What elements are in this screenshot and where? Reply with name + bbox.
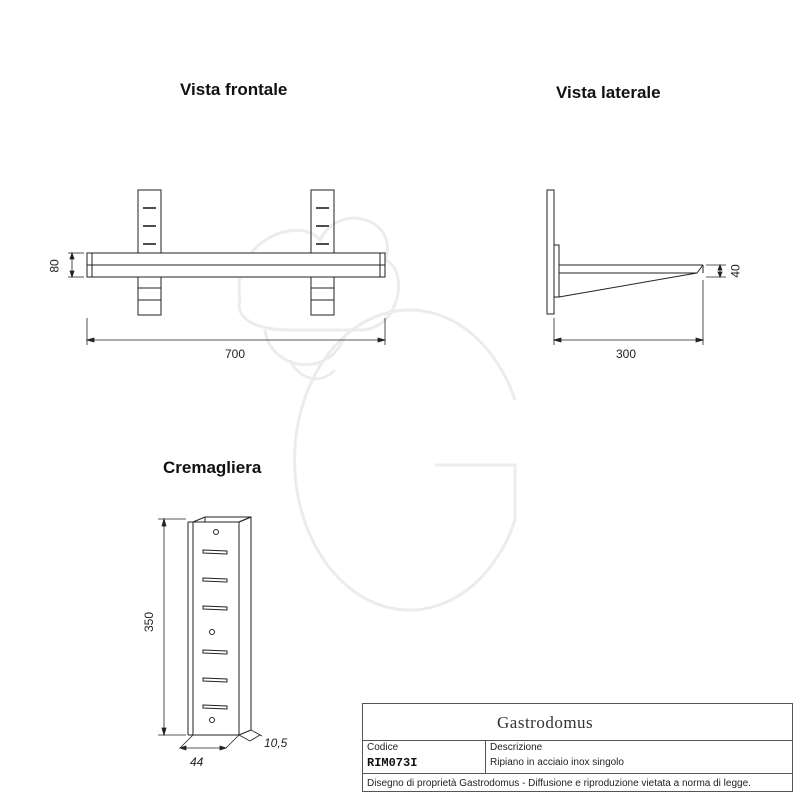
ownership-notice: Disegno di proprietà Gastrodomus - Diffusione e riproduzione vietata a norma di legge. xyxy=(367,778,751,789)
code-label: Codice xyxy=(367,742,399,753)
rack-hole-middle xyxy=(210,630,215,635)
front-upright-slots xyxy=(143,208,329,244)
rack-top-flange xyxy=(193,517,251,522)
rack-view xyxy=(158,517,262,750)
code-cell xyxy=(363,740,486,774)
front-view-title: Vista frontale xyxy=(180,80,288,99)
title-block-logo-row xyxy=(363,704,792,741)
brand-logo: Gastrodomus xyxy=(497,713,594,732)
side-view-title: Vista laterale xyxy=(556,83,661,102)
rack-slots xyxy=(203,550,227,709)
side-upright xyxy=(547,190,554,314)
rack-height-dimension xyxy=(158,519,186,735)
rack-view-title: Cremagliera xyxy=(163,458,262,477)
rack-hole-top xyxy=(214,530,219,535)
rack-side-flange xyxy=(239,517,251,735)
rack-depth-dimension xyxy=(239,730,262,741)
rack-hole-bottom xyxy=(210,718,215,723)
side-depth-dimension xyxy=(554,280,703,345)
front-upright-right-lower xyxy=(311,277,334,315)
rack-height-label: 350 xyxy=(142,611,157,633)
description-value: Ripiano in acciaio inox singolo xyxy=(490,757,624,768)
front-view xyxy=(68,190,385,345)
front-height-dimension xyxy=(68,253,84,277)
description-label: Descrizione xyxy=(490,742,543,753)
side-view xyxy=(547,190,726,345)
rack-depth-label: 10,5 xyxy=(264,736,288,750)
front-width-label: 700 xyxy=(225,347,246,361)
description-cell xyxy=(486,740,792,774)
side-bracket-brace xyxy=(559,273,697,297)
side-depth-label: 300 xyxy=(616,347,637,361)
rack-width-dimension xyxy=(180,735,239,750)
front-upright-left-lower xyxy=(138,277,161,315)
side-height-label: 40 xyxy=(728,264,743,278)
title-block xyxy=(362,703,793,792)
front-height-label: 80 xyxy=(47,259,62,273)
rack-width-label: 44 xyxy=(190,755,204,769)
front-lower-slots xyxy=(138,288,334,300)
side-bracket-plate xyxy=(554,245,559,297)
code-value: RIM073I xyxy=(367,756,418,770)
side-height-dimension xyxy=(706,265,726,277)
